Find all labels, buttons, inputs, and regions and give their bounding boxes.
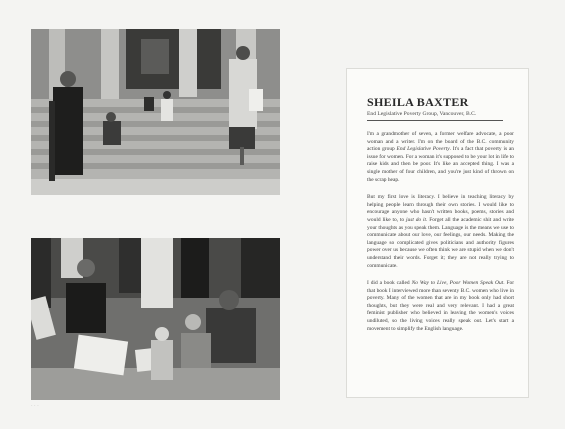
paragraph-3: I did a book called No Way to Live, Poor Women Speak Out. For that book I interviewed more than seventy B.C. women who live in poverty. Many of the women that are in my book only had short thoughts, but they were real and very relevant. I had a great feminist publisher who believed in leaving the women's voices undiluted, so the living voices really speak out. Let's start a movement to simplify the English language. — [367, 280, 515, 332]
profile-text-panel — [346, 68, 529, 398]
paragraph-1: I'm a grandmother of seven, a former welfare advocate, a poor woman and a writer. I'm on the board of the B.C. community action group End Legislative Poverty. It's a fact that poverty is an issue for women. For a woman it's supposed to be your lot in life to raise kids and then be poor. It's like an accepted thing. I was a single mother of four children, and you're just kind of thrown on the scrap heap. — [367, 131, 514, 183]
profile-affiliation: End Legislative Poverty Group, Vancouver, B.C. — [367, 111, 503, 121]
italic-title: No Way to Live, Poor Women Speak Out — [411, 280, 504, 287]
profile-name: SHEILA BAXTER — [367, 95, 469, 109]
paragraph-2: But my first love is literacy. I believe in teaching literacy by helping people learn through their own stories. I would like to encourage anyone who hasn't written books, poems, stories and would like to, to just do it. Forget all the academic shit and write your thoughts as you speak them. Language is the means we use to communicate about our love, our feelings, our needs. Making the language so complicated gives politicians and authority figures power over us because we often think we are stupid when we don't understand their words. Forget it; they are not really trying to communicate. — [367, 194, 514, 269]
photo-demonstration-crowd — [31, 238, 280, 400]
italic-title: End Legislative Poverty — [396, 146, 450, 153]
photo-steps-speaker — [31, 29, 280, 195]
italic-title: just do it — [406, 216, 427, 223]
photo-edge-mark: · · · — [31, 403, 39, 409]
